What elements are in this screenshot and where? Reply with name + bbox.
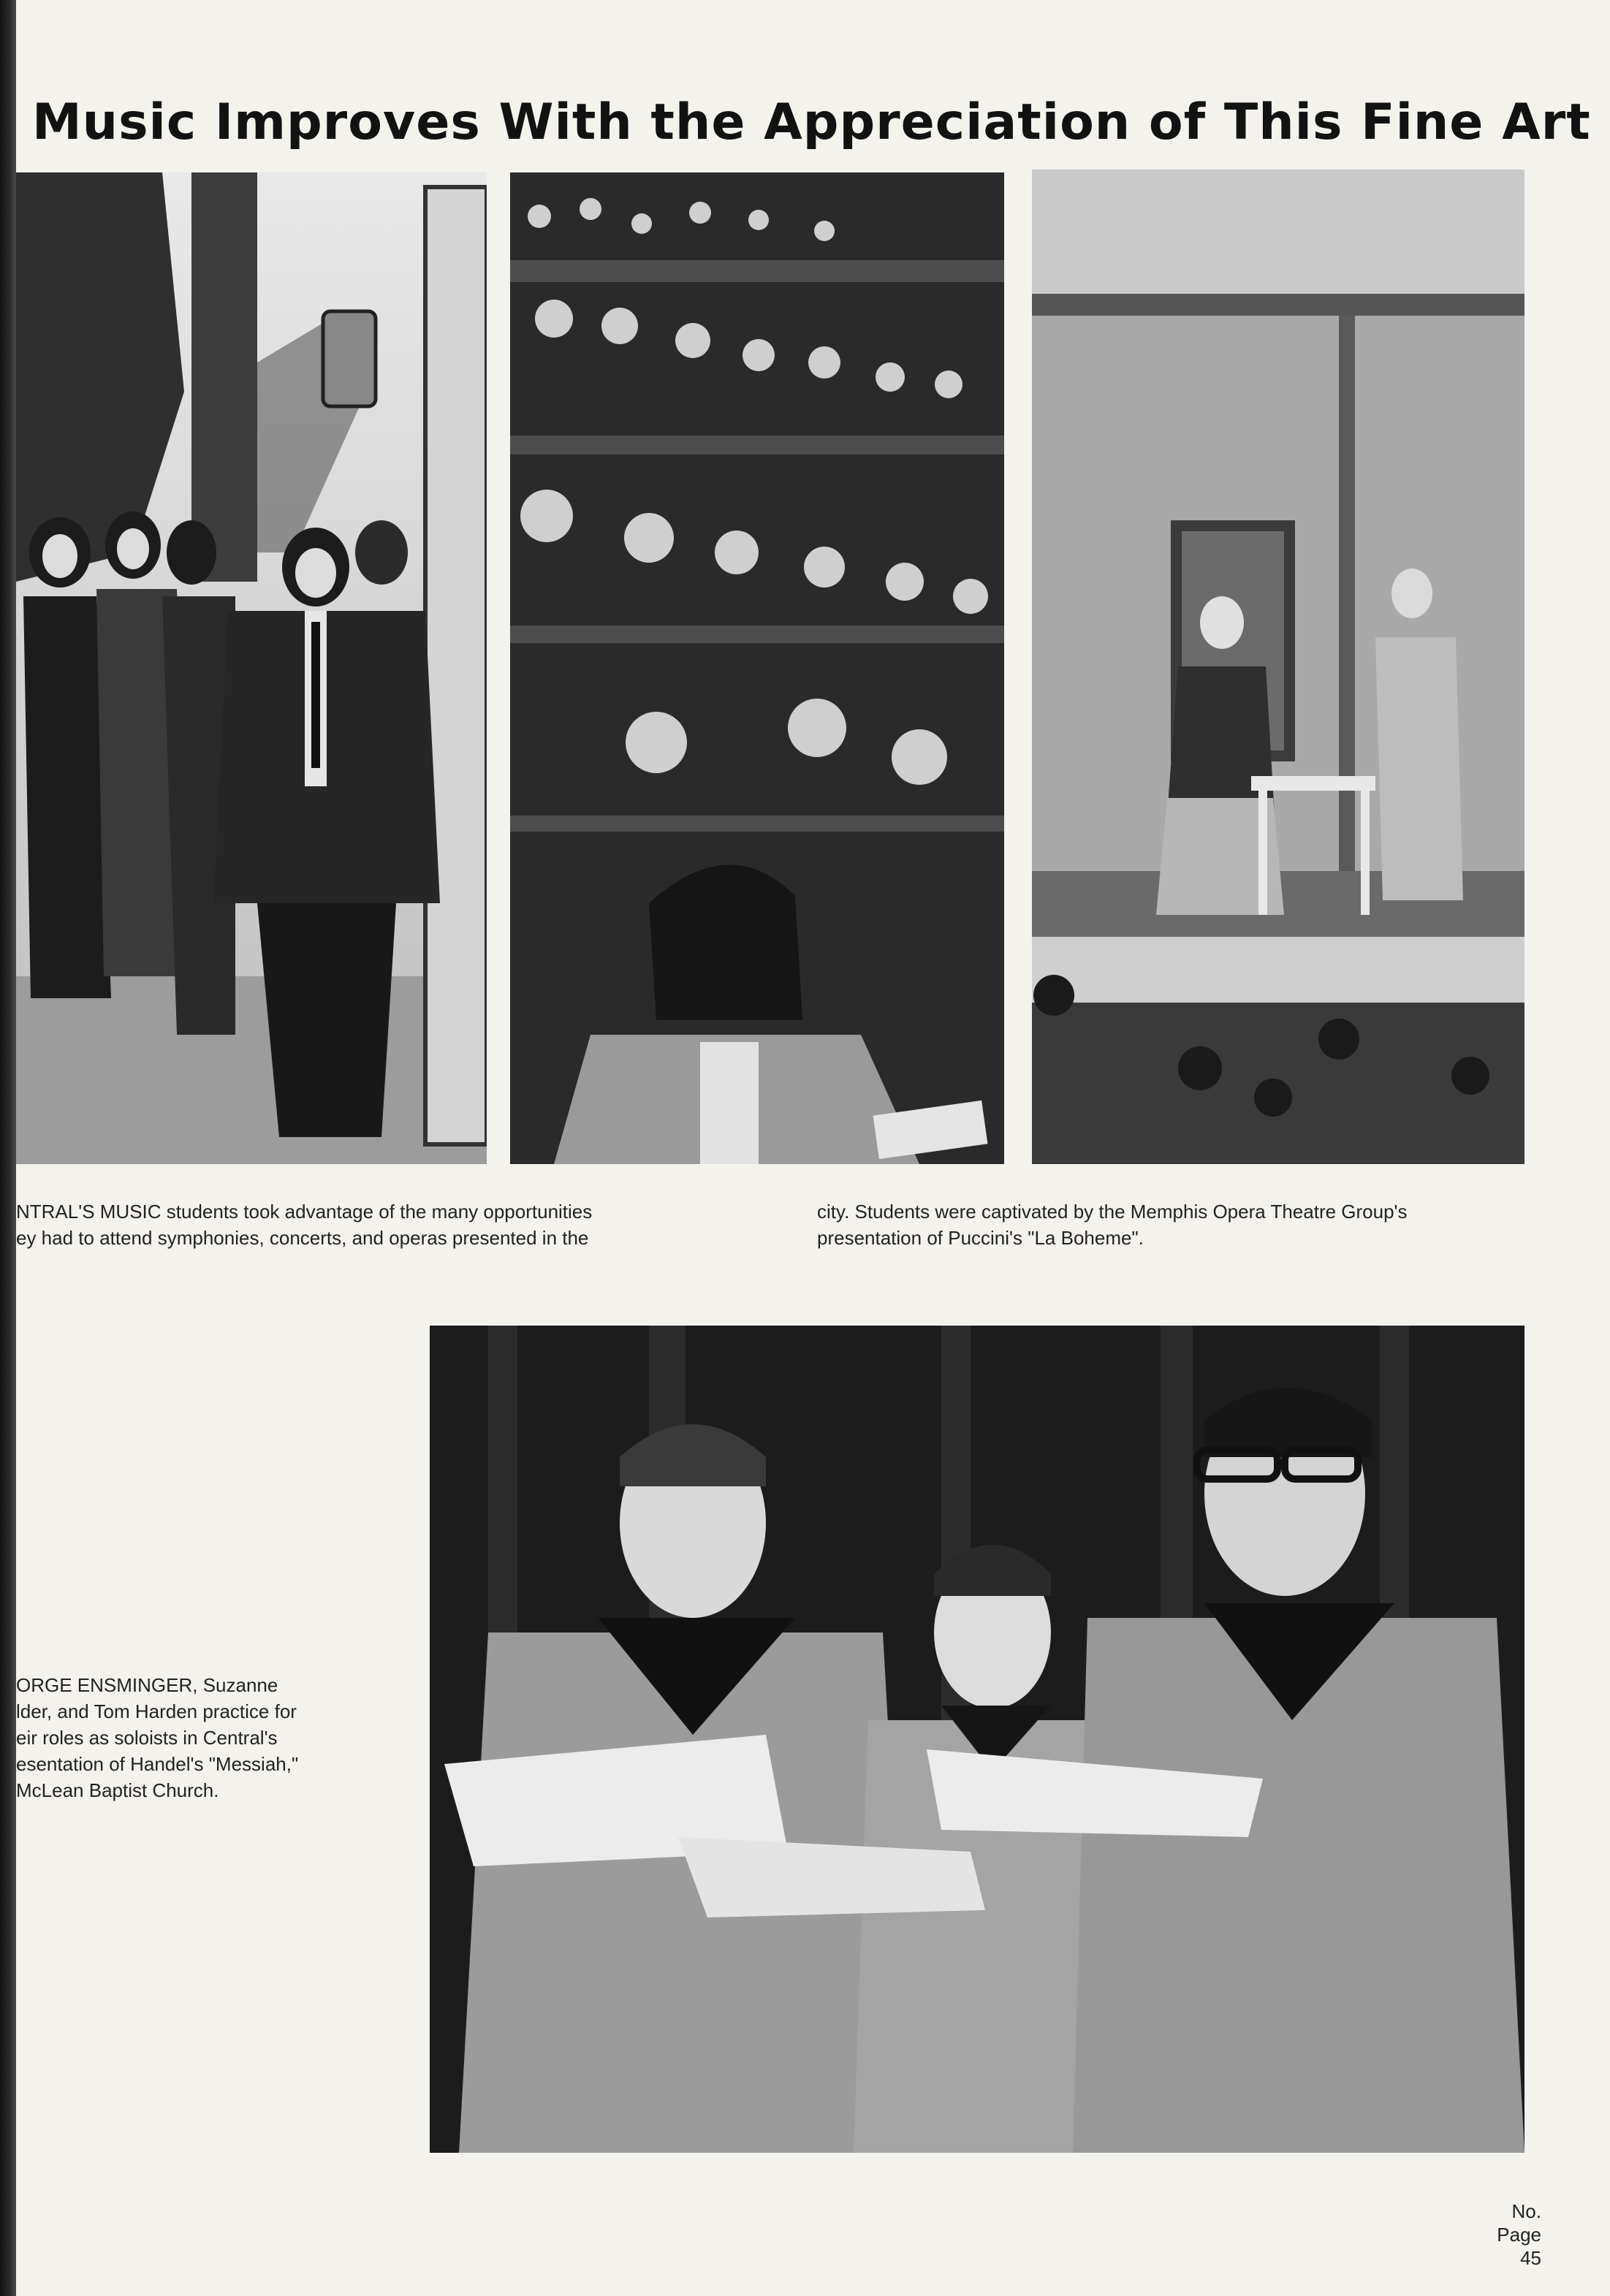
page-number-label: Page bbox=[1497, 2224, 1541, 2246]
page-headline: Music Improves With the Appreciation of This Fine Art bbox=[32, 94, 1591, 151]
page-number-label: No. bbox=[1511, 2200, 1541, 2222]
caption-line: ORGE ENSMINGER, Suzanne bbox=[16, 1674, 278, 1696]
caption-line: ey had to attend symphonies, concerts, and operas presented in the bbox=[16, 1227, 589, 1249]
caption-line: NTRAL'S MUSIC students took advantage of the many opportunities bbox=[16, 1201, 593, 1223]
choir-caption bbox=[16, 1672, 381, 1803]
caption-line: presentation of Puccini's "La Boheme". bbox=[817, 1227, 1144, 1249]
concerts-caption-right bbox=[817, 1198, 1519, 1251]
concerts-caption-left bbox=[16, 1198, 710, 1251]
concert-audience-photo bbox=[510, 172, 1004, 1164]
caption-line: city. Students were captivated by the Memphis Opera Theatre Group's bbox=[817, 1201, 1408, 1223]
caption-line: esentation of Handel's "Messiah," bbox=[16, 1753, 299, 1775]
page-number: 45 bbox=[1520, 2247, 1541, 2269]
bus-students-photo bbox=[16, 172, 487, 1164]
page-number-block bbox=[1454, 2200, 1541, 2270]
caption-line: eir roles as soloists in Central's bbox=[16, 1727, 278, 1749]
choir-soloists-photo bbox=[430, 1326, 1524, 2153]
opera-stage-photo bbox=[1032, 170, 1524, 1164]
caption-line: lder, and Tom Harden practice for bbox=[16, 1700, 297, 1722]
caption-line: McLean Baptist Church. bbox=[16, 1779, 219, 1801]
page-binding-edge bbox=[0, 0, 16, 2296]
